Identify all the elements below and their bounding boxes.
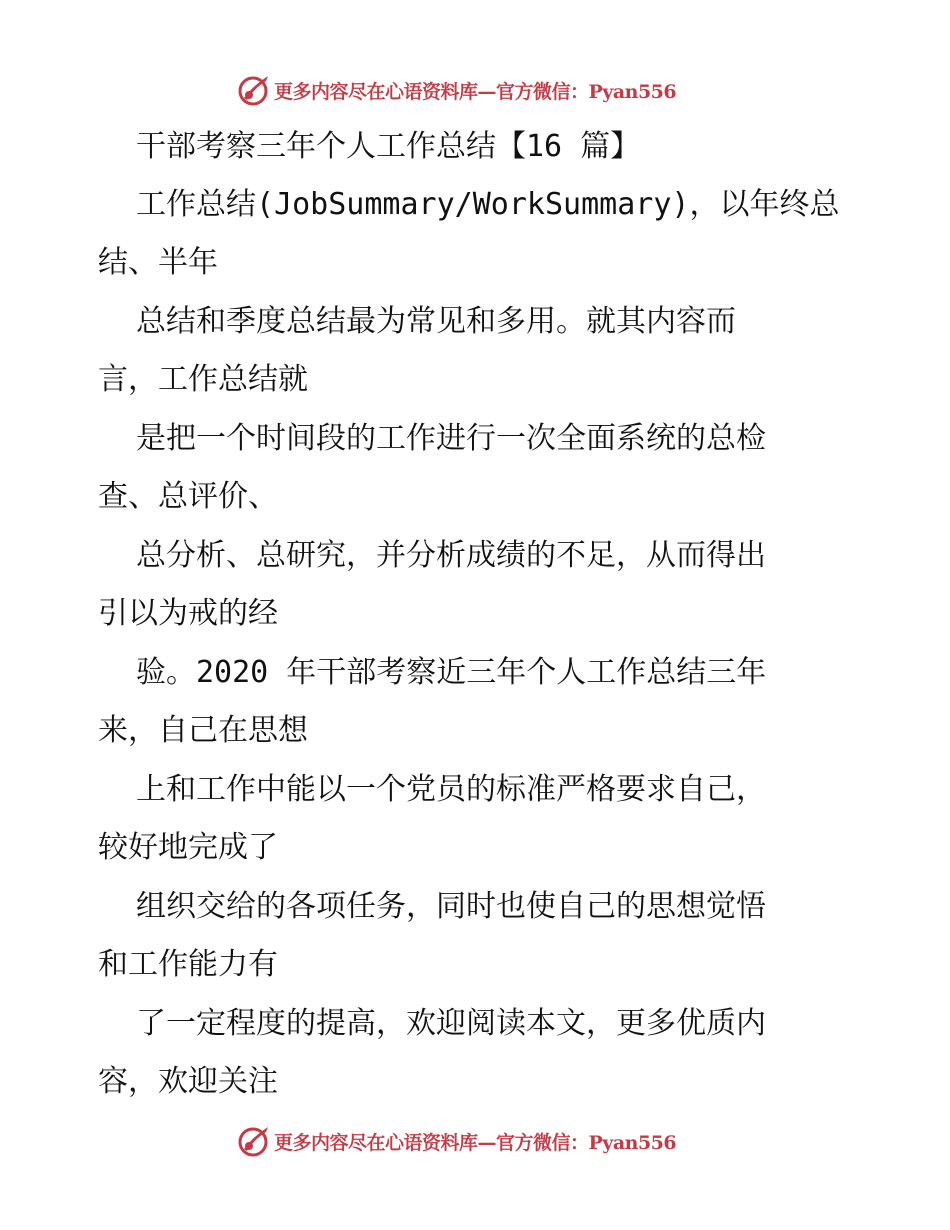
banner-text: 更多内容尽在心语资料库—官方微信：Pyan556 [274,1131,677,1154]
body-line: 工作总结(JobSummary/WorkSummary)，以年终总 [136,187,840,222]
body-line: 结、半年 [98,245,218,280]
brush-logo-icon [236,72,272,108]
body-line: 来，自己在思想 [98,713,308,748]
body-line: 言，工作总结就 [98,362,308,397]
document-title: 干部考察三年个人工作总结【16 篇】 [136,129,641,164]
body-line: 查、总评价、 [98,479,278,514]
body-line: 上和工作中能以一个党员的标准严格要求自己， [136,772,766,807]
body-line: 和工作能力有 [98,947,278,982]
body-line: 总结和季度总结最为常见和多用。就其内容而 [136,304,736,339]
banner-text: 更多内容尽在心语资料库—官方微信：Pyan556 [274,80,677,103]
body-line: 是把一个时间段的工作进行一次全面系统的总检 [136,421,766,456]
body-line: 总分析、总研究，并分析成绩的不足，从而得出 [136,538,766,573]
body-line: 组织交给的各项任务，同时也使自己的思想觉悟 [136,889,766,924]
body-line: 引以为戒的经 [98,596,278,631]
footer-watermark-banner [236,1123,676,1159]
body-line: 了一定程度的提高，欢迎阅读本文，更多优质内 [136,1006,766,1041]
body-line: 较好地完成了 [98,830,278,865]
header-watermark-banner [236,72,676,108]
brush-logo-icon [236,1123,272,1159]
body-line: 验。2020 年干部考察近三年个人工作总结三年 [136,655,767,690]
body-line: 容，欢迎关注 [98,1064,278,1099]
